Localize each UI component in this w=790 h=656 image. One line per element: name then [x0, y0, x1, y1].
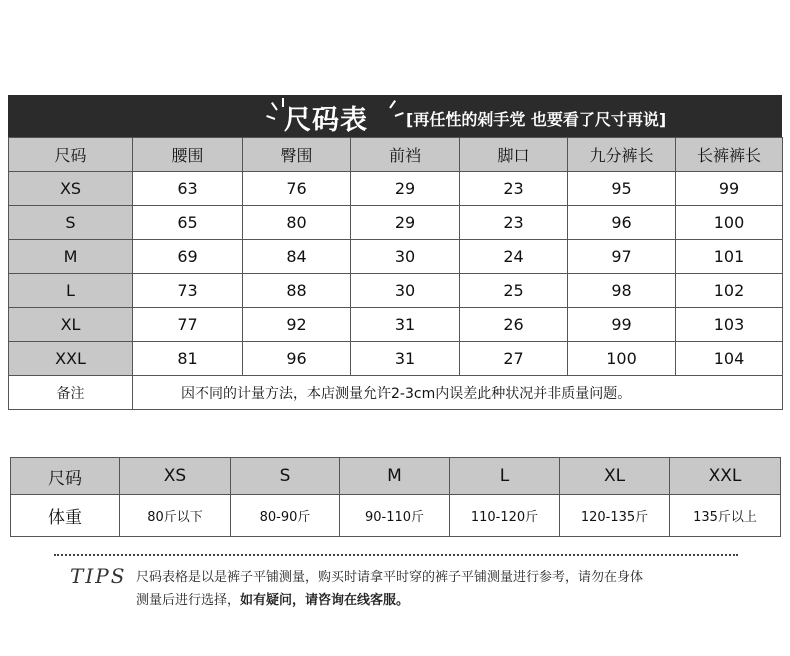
table-cell: 80斤以下 [120, 495, 231, 537]
table-row [9, 274, 783, 308]
table-cell: 135斤以上 [670, 495, 781, 537]
table-cell: 110-120斤 [450, 495, 560, 537]
table-header-row [9, 138, 783, 172]
weight-header-row [11, 458, 781, 495]
dotted-divider [54, 554, 738, 556]
weight-row [11, 495, 781, 537]
table-row [9, 172, 783, 206]
table-cell: 31 [351, 308, 460, 342]
column-header: XXL [670, 458, 781, 495]
column-header: M [340, 458, 450, 495]
column-header: 脚口 [460, 138, 568, 172]
note-label: 备注 [9, 376, 133, 410]
note-row [9, 376, 783, 410]
table-row [9, 206, 783, 240]
column-header: XS [120, 458, 231, 495]
table-cell: 23 [460, 206, 568, 240]
column-header: 腰围 [133, 138, 243, 172]
table-cell: 96 [243, 342, 351, 376]
tips-text [136, 566, 736, 612]
sparkle-decoration [389, 100, 396, 109]
sparkle-decoration [266, 115, 275, 120]
column-header: XL [560, 458, 670, 495]
table-cell: 90-110斤 [340, 495, 450, 537]
table-cell: 99 [676, 172, 783, 206]
size-label-cell: M [9, 240, 133, 274]
table-cell: 23 [460, 172, 568, 206]
weight-size-table [10, 457, 781, 537]
size-chart-subtitle: [再任性的剁手党 也要看了尺寸再说] [406, 110, 667, 129]
column-header: L [450, 458, 560, 495]
sparkle-decoration [395, 112, 404, 117]
table-cell: 30 [351, 274, 460, 308]
table-cell: 80-90斤 [231, 495, 340, 537]
column-header: 尺码 [9, 138, 133, 172]
table-cell: 101 [676, 240, 783, 274]
table-cell: 24 [460, 240, 568, 274]
table-cell: 63 [133, 172, 243, 206]
note-text: 因不同的计量方法，本店测量允许2-3cm内误差此种状况并非质量问题。 [133, 376, 783, 410]
size-measurement-table [8, 137, 783, 410]
table-cell: 76 [243, 172, 351, 206]
table-cell: 73 [133, 274, 243, 308]
column-header: 九分裤长 [568, 138, 676, 172]
size-label-cell: XS [9, 172, 133, 206]
table-cell: 30 [351, 240, 460, 274]
table-row [9, 342, 783, 376]
size-label-cell: XL [9, 308, 133, 342]
table-cell: 100 [568, 342, 676, 376]
table-cell: 98 [568, 274, 676, 308]
table-cell: 77 [133, 308, 243, 342]
table-cell: 100 [676, 206, 783, 240]
column-header: S [231, 458, 340, 495]
size-chart-title: 尺码表 [284, 105, 368, 136]
size-chart-header [8, 95, 782, 137]
table-row [9, 240, 783, 274]
column-header: 臀围 [243, 138, 351, 172]
column-header: 尺码 [11, 458, 120, 495]
size-label-cell: L [9, 274, 133, 308]
table-cell: 80 [243, 206, 351, 240]
sparkle-decoration [271, 102, 278, 111]
table-cell: 104 [676, 342, 783, 376]
tips-label: TIPS [70, 564, 127, 588]
table-cell: 29 [351, 206, 460, 240]
weight-label-cell: 体重 [11, 495, 120, 537]
table-cell: 69 [133, 240, 243, 274]
column-header: 长裤裤长 [676, 138, 783, 172]
tips-line-2-plain: 测量后进行选择， [136, 593, 241, 608]
table-row [9, 308, 783, 342]
table-cell: 65 [133, 206, 243, 240]
table-cell: 96 [568, 206, 676, 240]
table-cell: 102 [676, 274, 783, 308]
size-label-cell: XXL [9, 342, 133, 376]
table-cell: 92 [243, 308, 351, 342]
table-cell: 84 [243, 240, 351, 274]
table-cell: 95 [568, 172, 676, 206]
tips-line-2-bold: 如有疑问，请咨询在线客服。 [240, 593, 410, 608]
table-cell: 103 [676, 308, 783, 342]
table-cell: 27 [460, 342, 568, 376]
tips-line-2 [136, 589, 736, 612]
table-cell: 97 [568, 240, 676, 274]
tips-line-1: 尺码表格是以是裤子平铺测量，购买时请拿平时穿的裤子平铺测量进行参考，请勿在身体 [136, 570, 644, 585]
table-cell: 31 [351, 342, 460, 376]
size-label-cell: S [9, 206, 133, 240]
table-cell: 25 [460, 274, 568, 308]
table-cell: 81 [133, 342, 243, 376]
column-header: 前裆 [351, 138, 460, 172]
table-cell: 29 [351, 172, 460, 206]
table-cell: 26 [460, 308, 568, 342]
table-cell: 99 [568, 308, 676, 342]
table-cell: 88 [243, 274, 351, 308]
table-cell: 120-135斤 [560, 495, 670, 537]
